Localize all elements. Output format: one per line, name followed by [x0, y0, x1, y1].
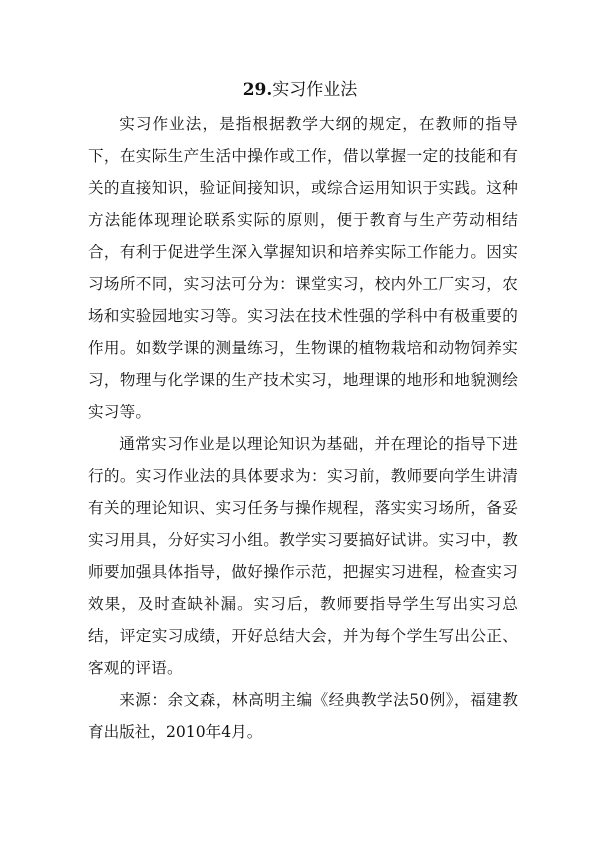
paragraph-requirements: 通常实习作业是以理论知识为基础，并在理论的指导下进行的。实习作业法的具体要求为：实习前，教师要向学生讲清有关的理论知识、实习任务与操作规程，落实实习场所，备妥实习用具，分好实习小组。教学实习要搞好试讲。实习中，教师要加强具体指导，做好操作示范，把握实习进程，检查实习效果，及时查缺补漏。实习后，教师要指导学生写出实习总结，评定实习成绩，开好总结大会，并为每个学生写出公正、客观的评语。	[88, 435, 518, 677]
article-body	[88, 108, 518, 748]
page-title	[0, 78, 600, 102]
title-number: 29.	[242, 80, 273, 100]
title-text: 实习作业法	[272, 80, 358, 100]
source-citation: 来源：余文森，林高明主编《经典教学法50例》，福建教育出版社，2010年4月。	[88, 691, 518, 741]
paragraph-definition: 实习作业法，是指根据教学大纲的规定，在教师的指导下，在实际生产生活中操作或工作，借以掌握一定的技能和有关的直接知识，验证间接知识，或综合运用知识于实践。这种方法能体现理论联系实际的原则，便于教育与生产劳动相结合，有利于促进学生深入掌握知识和培养实际工作能力。因实习场所不同，实习法可分为：课堂实习，校内外工厂实习，农场和实验园地实习等。实习法在技术性强的学科中有极重要的作用。如数学课的测量练习，生物课的植物栽培和动物饲养实习，物理与化学课的生产技术实习，地理课的地形和地貌测绘实习等。	[88, 115, 518, 421]
